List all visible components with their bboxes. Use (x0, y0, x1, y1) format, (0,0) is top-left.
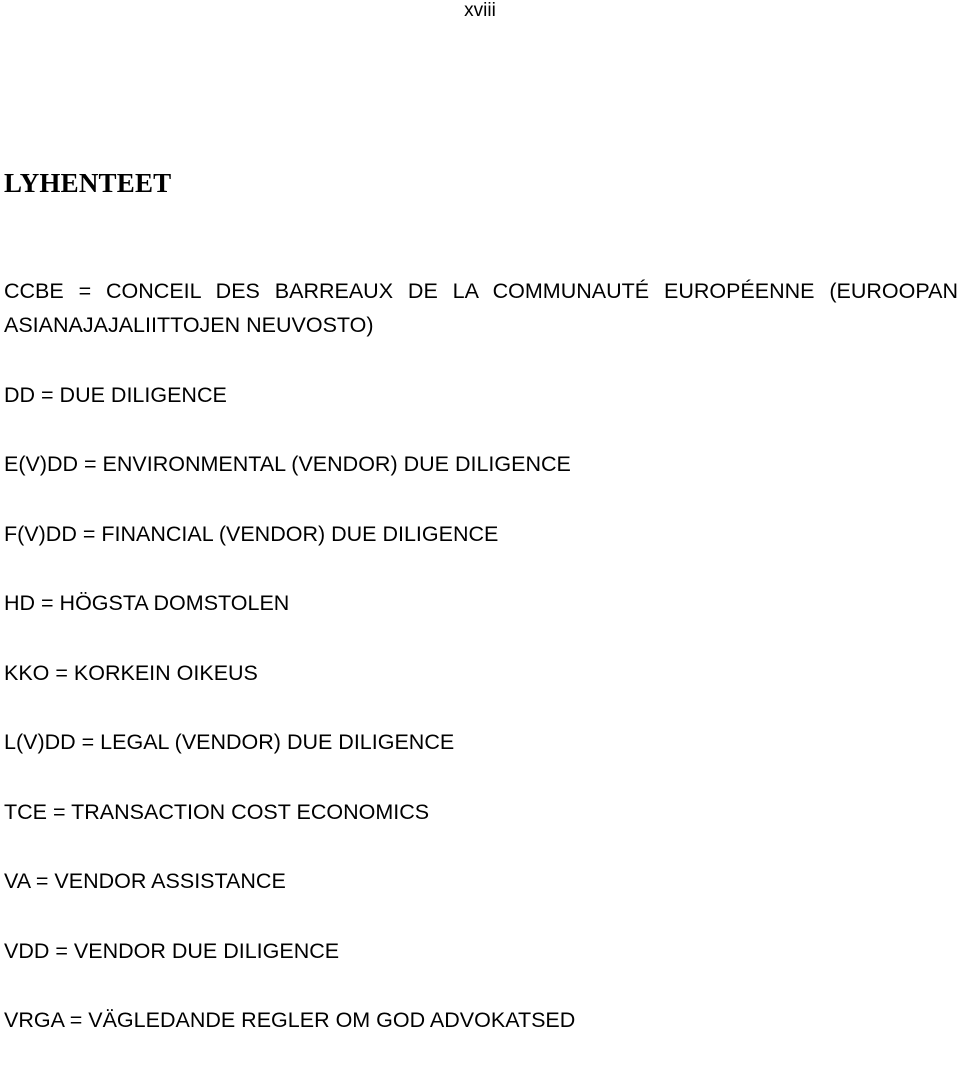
abbreviation-text-line1: CCBE = CONCEIL DES BARREAUX DE LA COMMUNAUTÉ EUROPÉENNE (EUROOPAN (4, 279, 958, 303)
abbreviation-entry-ccbe (4, 274, 958, 354)
abbreviation-entry-va: VA = VENDOR ASSISTANCE (4, 869, 286, 893)
abbreviation-entry-fvdd: F(V)DD = FINANCIAL (VENDOR) DUE DILIGENCE (4, 521, 499, 546)
abbreviation-list (4, 274, 958, 1073)
page-number: xviii (464, 0, 496, 21)
section-heading: LYHENTEET (4, 168, 172, 198)
abbreviation-entry-kko: KKO = KORKEIN OIKEUS (4, 660, 258, 685)
abbreviation-entry-hd: HD = HÖGSTA DOMSTOLEN (4, 591, 290, 615)
abbreviation-entry-dd: DD = DUE DILIGENCE (4, 382, 227, 407)
abbreviation-entry-vrga: VRGA = VÄGLEDANDE REGLER OM GOD ADVOKATSED (4, 1008, 576, 1032)
abbreviation-entry-tce: TCE = TRANSACTION COST ECONOMICS (4, 799, 430, 824)
abbreviation-entry-vdd: VDD = VENDOR DUE DILIGENCE (4, 938, 340, 963)
abbreviation-entry-evdd: E(V)DD = ENVIRONMENTAL (VENDOR) DUE DILIGENCE (4, 452, 571, 476)
abbreviation-entry-lvdd: L(V)DD = LEGAL (VENDOR) DUE DILIGENCE (4, 730, 455, 754)
abbreviation-text-line2: ASIANAJAJALIITTOJEN NEUVOSTO) (4, 313, 374, 337)
